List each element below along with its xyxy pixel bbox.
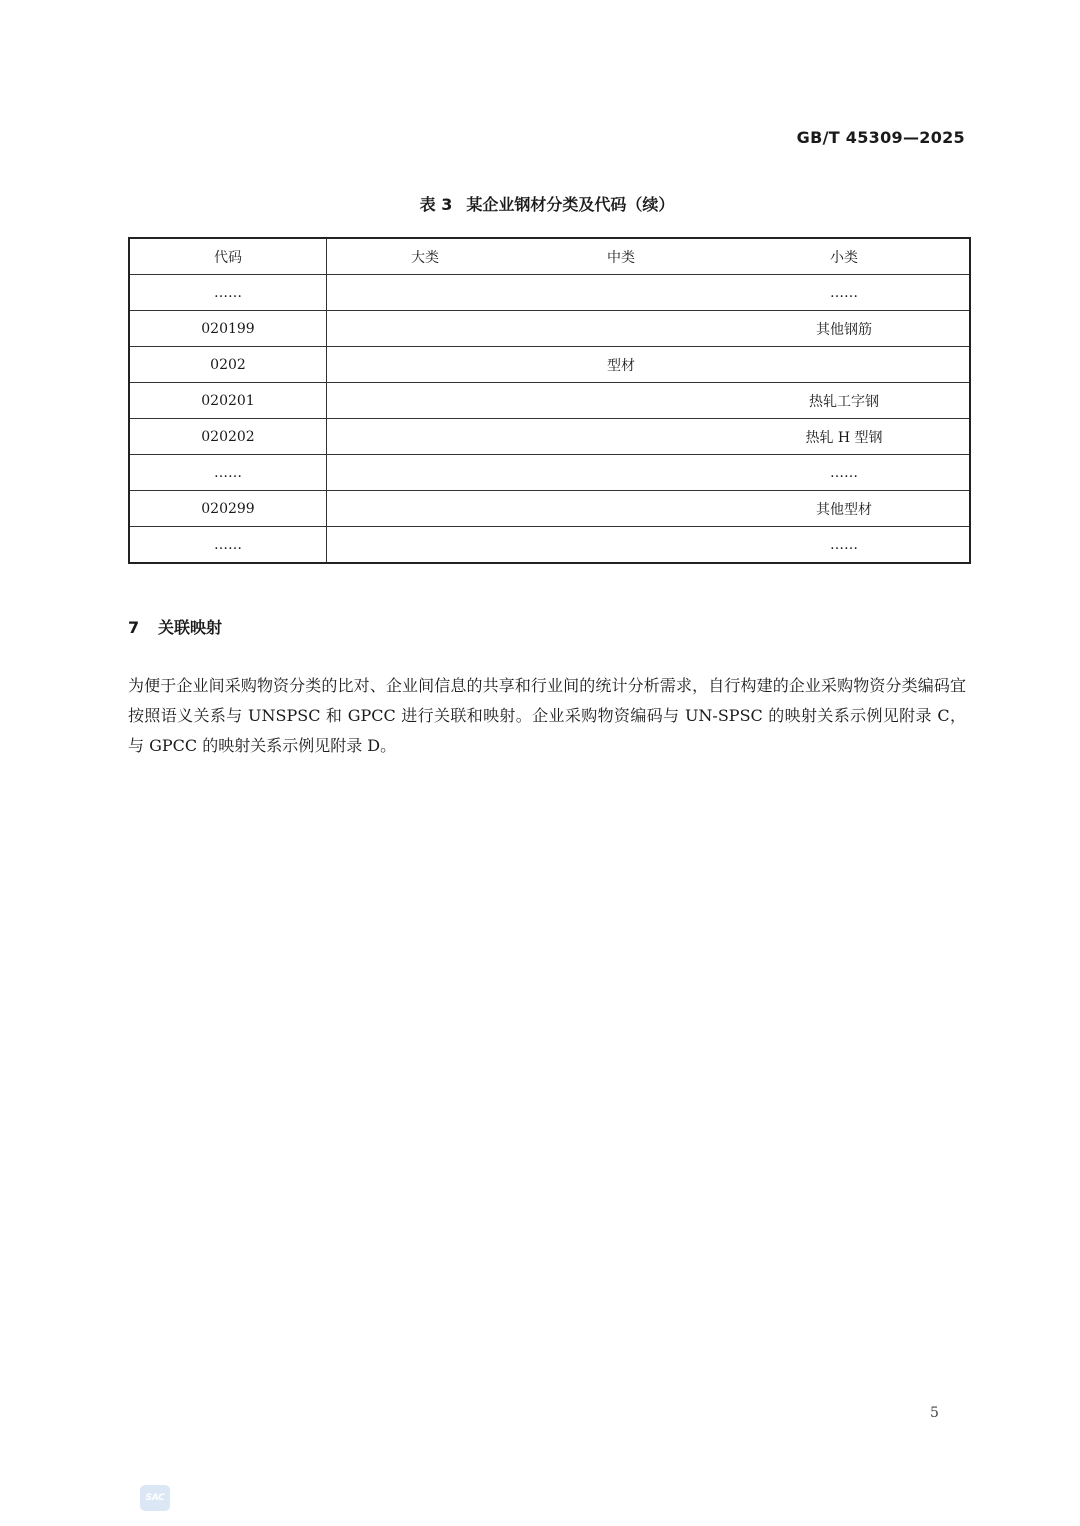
- section-heading: [128, 615, 222, 638]
- section-paragraph: 为便于企业间采购物资分类的比对、企业间信息的共享和行业间的统计分析需求，自行构建的企业采购物资分类编码宜按照语义关系与 UNSPSC 和 GPCC 进行关联和映射。企业采购物资编码与 UN-SPSC 的映射关系示例见附录 C，与 GPCC 的映射关系示例见附录 D。: [128, 676, 966, 755]
- table-row: [129, 527, 970, 564]
- cell-mid: [523, 527, 719, 564]
- cell-mid: [523, 419, 719, 455]
- cell-code: 020299: [129, 491, 327, 527]
- cell-mid: [523, 311, 719, 347]
- table-caption-title: 某企业钢材分类及代码（续）: [466, 195, 675, 214]
- cell-code: 020202: [129, 419, 327, 455]
- table-row: [129, 347, 970, 383]
- column-header-code: 代码: [129, 238, 327, 275]
- cell-mid: [523, 383, 719, 419]
- cell-major: [327, 383, 524, 419]
- cell-major: [327, 455, 524, 491]
- cell-major: [327, 491, 524, 527]
- cell-minor: ……: [719, 455, 970, 491]
- column-header-mid: 中类: [523, 238, 719, 275]
- cell-code: 020199: [129, 311, 327, 347]
- cell-minor: 热轧工字钢: [719, 383, 970, 419]
- cell-code: 0202: [129, 347, 327, 383]
- table-row: [129, 419, 970, 455]
- table-row: [129, 311, 970, 347]
- cell-minor: [719, 347, 970, 383]
- cell-code: ……: [129, 455, 327, 491]
- section-number: 7: [128, 618, 140, 637]
- cell-minor: 其他钢筋: [719, 311, 970, 347]
- cell-minor: 热轧 H 型钢: [719, 419, 970, 455]
- cell-code: ……: [129, 275, 327, 311]
- cell-mid: 型材: [523, 347, 719, 383]
- cell-mid: [523, 491, 719, 527]
- standard-number: GB/T 45309—2025: [796, 128, 965, 147]
- cell-mid: [523, 275, 719, 311]
- sac-logo-text: SAC: [145, 1493, 165, 1503]
- cell-code: 020201: [129, 383, 327, 419]
- cell-major: [327, 419, 524, 455]
- cell-mid: [523, 455, 719, 491]
- page-number: 5: [930, 1405, 939, 1421]
- cell-major: [327, 347, 524, 383]
- cell-minor: ……: [719, 527, 970, 564]
- table-row: [129, 491, 970, 527]
- cell-major: [327, 527, 524, 564]
- table-row: [129, 275, 970, 311]
- cell-minor: 其他型材: [719, 491, 970, 527]
- table-row: [129, 383, 970, 419]
- sac-logo-icon: [140, 1485, 170, 1511]
- table-header-row: [129, 238, 970, 275]
- section-title: 关联映射: [158, 618, 223, 637]
- cell-minor: ……: [719, 275, 970, 311]
- cell-major: [327, 311, 524, 347]
- cell-major: [327, 275, 524, 311]
- cell-code: ……: [129, 527, 327, 564]
- table-row: [129, 455, 970, 491]
- steel-classification-table: [128, 237, 971, 564]
- column-header-minor: 小类: [719, 238, 970, 275]
- column-header-major: 大类: [327, 238, 524, 275]
- table-caption-prefix: 表 3: [419, 195, 453, 214]
- table-caption: [0, 192, 1080, 215]
